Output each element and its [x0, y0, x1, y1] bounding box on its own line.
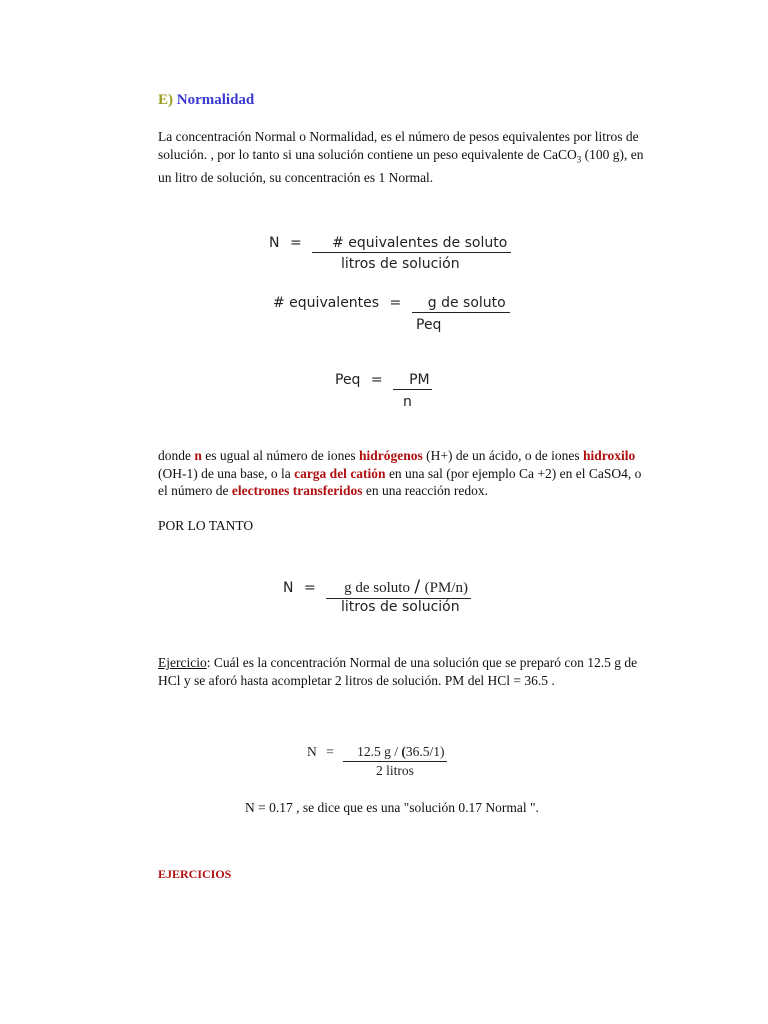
formula4-lhs: N	[283, 580, 294, 596]
formula5-lhs: N	[307, 744, 317, 759]
donde-text-6: en una reacción redox.	[362, 483, 489, 498]
formula3-denominator: n	[403, 394, 412, 410]
formula5-numerator	[343, 744, 446, 762]
donde-hidrogenos: hidrógenos	[358, 448, 423, 463]
formula2-numerator: g de soluto	[412, 295, 510, 313]
donde-text-2: es ugual al número de iones	[201, 448, 359, 463]
formula2-lhs: # equivalentes	[273, 295, 380, 311]
formula1-eq: =	[289, 235, 302, 251]
ejercicios-label: EJERCICIOS	[158, 867, 232, 881]
formula4-denominator: litros de solución	[341, 599, 460, 615]
formula4-numerator	[326, 577, 471, 599]
donde-carga: carga del catión	[294, 465, 386, 481]
intro-text-2: (100 g), en un litro de solución, su concentración es 1 Normal.	[158, 146, 644, 185]
ejercicio-label: Ejercicio	[158, 655, 207, 670]
formula-exercise	[307, 744, 447, 762]
formula1-denominator: litros de solución	[341, 256, 460, 272]
formula1-lhs: N	[269, 235, 280, 251]
por-lo-tanto: POR LO TANTO	[158, 518, 254, 533]
formula-normality	[269, 235, 511, 253]
formula-equivalents	[273, 295, 510, 313]
formula-peq	[335, 372, 432, 390]
formula2-eq: =	[389, 295, 402, 311]
formula5-numerator-b: 36.5/1)	[405, 744, 445, 759]
donde-text-1: donde	[158, 448, 195, 463]
section-title: Normalidad	[176, 92, 255, 108]
ejercicio-text: : Cuál es la concentración Normal de una solución que se preparó con 12.5 g de HCl y se aforó hasta acompletar 2 litros de solución. PM del HCl = 36.5 .	[158, 655, 638, 688]
donde-electrones: electrones transferidos	[231, 483, 363, 498]
formula4-slash: /	[414, 577, 421, 597]
formula3-lhs: Peq	[335, 372, 361, 388]
formula3-numerator: PM	[393, 372, 432, 390]
donde-text-5: en una sal (por ejemplo Ca +2) en el CaSO4, o el número de	[158, 465, 642, 498]
formula5-denominator: 2 litros	[376, 763, 414, 778]
section-heading	[158, 92, 254, 109]
ejercicio-paragraph	[158, 654, 648, 689]
donde-hidroxilo: hidroxilo	[582, 448, 636, 463]
formula5-eq: =	[326, 744, 334, 759]
formula4-numerator-a: g de soluto	[344, 580, 410, 596]
formula1-numerator: # equivalentes de soluto	[312, 235, 511, 253]
intro-subscript: 3	[576, 154, 582, 165]
section-letter: E)	[158, 92, 173, 108]
formula3-eq: =	[370, 372, 383, 388]
donde-text-4: (OH-1) de una base, o la	[158, 465, 295, 481]
formula4-eq: =	[303, 580, 316, 596]
formula5-numerator-a: 12.5 g /	[357, 744, 402, 759]
donde-paragraph	[158, 447, 653, 500]
formula4-numerator-b: (PM/n)	[424, 580, 468, 596]
intro-text-1: La concentración Normal o Normalidad, es el número de pesos equivalentes por litros de solución. , por lo tanto si una solución contiene un peso equivalente de CaCO	[158, 129, 639, 162]
formula-normality-expanded	[283, 577, 471, 599]
donde-text-3: (H+) de un ácido, o de iones	[422, 448, 583, 463]
formula2-denominator: Peq	[416, 317, 442, 333]
result-line: N = 0.17 , se dice que es una "solución 0.17 Normal ".	[245, 800, 539, 815]
formula5-paren: (	[401, 744, 406, 759]
intro-paragraph	[158, 128, 658, 186]
donde-n: n	[194, 448, 202, 463]
